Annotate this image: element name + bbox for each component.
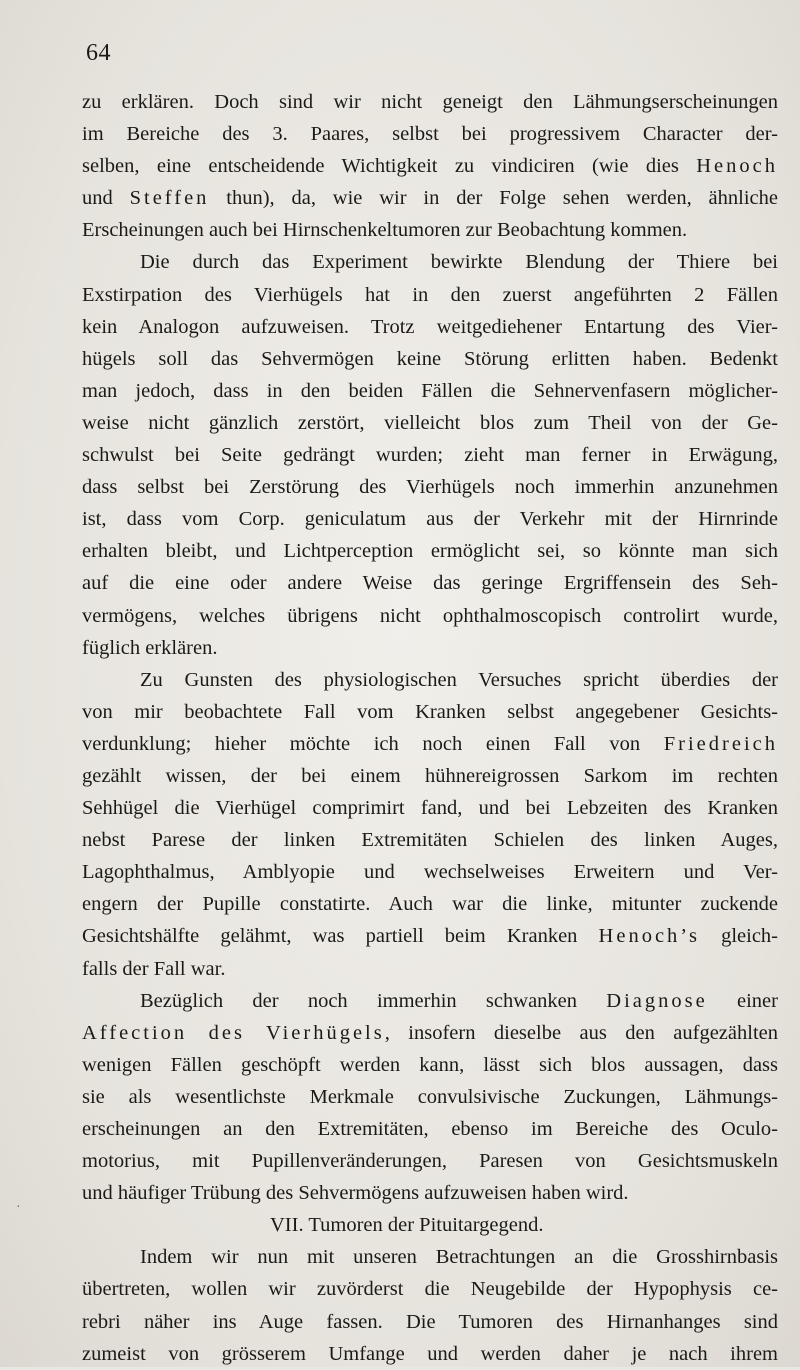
text-segment: weise nicht gänzlich zerstört, vielleicht blos zum Theil von der Ge- bbox=[82, 411, 778, 434]
text-line bbox=[82, 86, 778, 118]
text-line bbox=[82, 279, 778, 311]
text-segment: Gesichtshälfte gelähmt, was partiell beim Kranken bbox=[82, 925, 599, 948]
text-line bbox=[82, 471, 778, 503]
text-line bbox=[82, 214, 778, 246]
text-line bbox=[82, 150, 778, 182]
text-segment: auf die eine oder andere Weise das geringe Ergriffensein des Seh- bbox=[82, 572, 778, 595]
body-text bbox=[82, 86, 778, 1370]
text-line bbox=[82, 407, 778, 439]
text-line bbox=[82, 118, 778, 150]
text-segment: erhalten bleibt, und Lichtperception ermöglicht sei, so könnte man sich bbox=[82, 540, 778, 563]
emphasized-text: Henoch’s bbox=[598, 925, 700, 948]
text-line bbox=[82, 1049, 778, 1081]
text-line bbox=[82, 600, 778, 632]
text-segment: vermögens, welches übrigens nicht ophthalmoscopisch controlirt wurde, bbox=[82, 604, 778, 627]
text-line bbox=[82, 985, 778, 1017]
text-segment: ist, dass vom Corp. geniculatum aus der Verkehr mit der Hirnrinde bbox=[82, 508, 778, 531]
text-segment: Lagophthalmus, Amblyopie und wechselweises Erweitern und Ver- bbox=[82, 861, 778, 884]
text-line bbox=[82, 182, 778, 214]
text-segment: Erscheinungen auch bei Hirnschenkeltumoren zur Beobachtung kommen. bbox=[82, 219, 688, 242]
text-segment: , insofern dieselbe aus den aufgezählten bbox=[384, 1021, 778, 1044]
text-line bbox=[82, 696, 778, 728]
text-line bbox=[82, 632, 778, 664]
text-segment: verdunklung; hieher möchte ich noch einen Fall von bbox=[82, 732, 664, 755]
text-line bbox=[82, 792, 778, 824]
text-segment: Bezüglich der noch immerhin schwanken bbox=[140, 989, 607, 1012]
emphasized-text: Affection des Vierhügels bbox=[82, 1021, 385, 1044]
text-segment: und häufiger Trübung des Sehvermögens aufzuweisen haben wird. bbox=[82, 1182, 629, 1205]
text-segment: selben, eine entscheidende Wichtigkeit zu vindiciren (wie dies bbox=[82, 155, 697, 178]
text-line bbox=[82, 856, 778, 888]
emphasized-text: Diagnose bbox=[606, 989, 708, 1012]
text-segment: von mir beobachtete Fall vom Kranken selbst angegebener Gesichts- bbox=[82, 700, 778, 723]
text-line bbox=[82, 760, 778, 792]
text-line bbox=[82, 375, 778, 407]
text-segment: thun), da, wie wir in der Folge sehen werden, ähnliche bbox=[209, 187, 778, 210]
text-segment: Zu Gunsten des physiologischen Versuches spricht überdies der bbox=[140, 668, 778, 691]
text-segment: und bbox=[82, 187, 130, 210]
text-segment: übertreten, wollen wir zuvörderst die Neugebilde der Hypophysis ce- bbox=[82, 1278, 778, 1301]
text-line bbox=[82, 920, 778, 952]
emphasized-text: Friedreich bbox=[663, 732, 778, 755]
text-segment: nebst Parese der linken Extremitäten Schielen des linken Auges, bbox=[82, 829, 778, 852]
text-line bbox=[82, 1306, 778, 1338]
text-segment: falls der Fall war. bbox=[82, 957, 226, 980]
text-line bbox=[82, 824, 778, 856]
text-line bbox=[82, 503, 778, 535]
text-segment: im Bereiche des 3. Paares, selbst bei progressivem Character der- bbox=[82, 123, 778, 146]
text-line bbox=[82, 953, 778, 985]
text-segment: Die durch das Experiment bewirkte Blendung der Thiere bei bbox=[140, 251, 778, 274]
text-segment: sie als wesentlichste Merkmale convulsivische Zuckungen, Lähmungs- bbox=[82, 1085, 778, 1108]
margin-speck: · bbox=[16, 1200, 21, 1215]
text-line bbox=[82, 439, 778, 471]
section-heading bbox=[82, 1209, 778, 1241]
text-line bbox=[82, 311, 778, 343]
text-segment: gleich- bbox=[699, 925, 779, 948]
text-line bbox=[82, 343, 778, 375]
text-line bbox=[82, 246, 778, 278]
text-segment: zumeist von grösserem Umfange und werden daher je nach ihrem bbox=[82, 1342, 778, 1365]
text-line bbox=[82, 1081, 778, 1113]
text-segment: zu erklären. Doch sind wir nicht geneigt den Lähmungserscheinungen bbox=[82, 91, 778, 113]
text-segment: Sehhügel die Vierhügel comprimirt fand, und bei Lebzeiten des Kranken bbox=[82, 797, 778, 820]
text-segment: einer bbox=[707, 989, 778, 1012]
text-segment: Exstirpation des Vierhügels hat in den zuerst angeführten 2 Fällen bbox=[82, 283, 778, 306]
text-segment: man jedoch, dass in den beiden Fällen die Sehnervenfasern möglicher- bbox=[82, 379, 778, 402]
emphasized-text: Steffen bbox=[129, 187, 210, 210]
text-segment: engern der Pupille constatirte. Auch war die linke, mitunter zuckende bbox=[82, 893, 778, 916]
text-line bbox=[82, 1338, 778, 1370]
page-number: 64 bbox=[86, 40, 111, 66]
text-line bbox=[82, 1113, 778, 1145]
text-segment: wenigen Fällen geschöpft werden kann, lässt sich blos aussagen, dass bbox=[82, 1053, 778, 1076]
text-line bbox=[82, 1273, 778, 1305]
text-line bbox=[82, 535, 778, 567]
text-segment: erscheinungen an den Extremitäten, ebenso im Bereiche des Oculo- bbox=[82, 1118, 778, 1140]
text-segment: schwulst bei Seite gedrängt wurden; zieht man ferner in Erwägung, bbox=[82, 444, 778, 467]
text-segment: dass selbst bei Zerstörung des Vierhügels noch immerhin anzunehmen bbox=[82, 476, 778, 499]
text-segment: rebri näher ins Auge fassen. Die Tumoren des Hirnanhanges sind bbox=[82, 1310, 778, 1333]
text-segment: füglich erklären. bbox=[82, 636, 218, 659]
text-segment: gezählt wissen, der bei einem hühnereigrossen Sarkom im rechten bbox=[82, 764, 778, 787]
text-line bbox=[82, 888, 778, 920]
text-segment: VII. Tumoren der Pituitargegend. bbox=[270, 1214, 544, 1237]
text-line bbox=[82, 728, 778, 760]
emphasized-text: Henoch bbox=[696, 155, 778, 178]
text-segment: hügels soll das Sehvermögen keine Störung erlitten haben. Bedenkt bbox=[82, 347, 778, 370]
text-line bbox=[82, 1177, 778, 1209]
text-line bbox=[82, 1241, 778, 1273]
text-line bbox=[82, 567, 778, 599]
text-segment: Indem wir nun mit unseren Betrachtungen an die Grosshirnbasis bbox=[140, 1246, 778, 1269]
text-segment: kein Analogon aufzuweisen. Trotz weitgediehener Entartung des Vier- bbox=[82, 315, 778, 338]
text-line bbox=[82, 1145, 778, 1177]
text-line bbox=[82, 664, 778, 696]
text-segment: motorius, mit Pupillenveränderungen, Paresen von Gesichtsmuskeln bbox=[82, 1150, 778, 1173]
text-line bbox=[82, 1017, 778, 1049]
